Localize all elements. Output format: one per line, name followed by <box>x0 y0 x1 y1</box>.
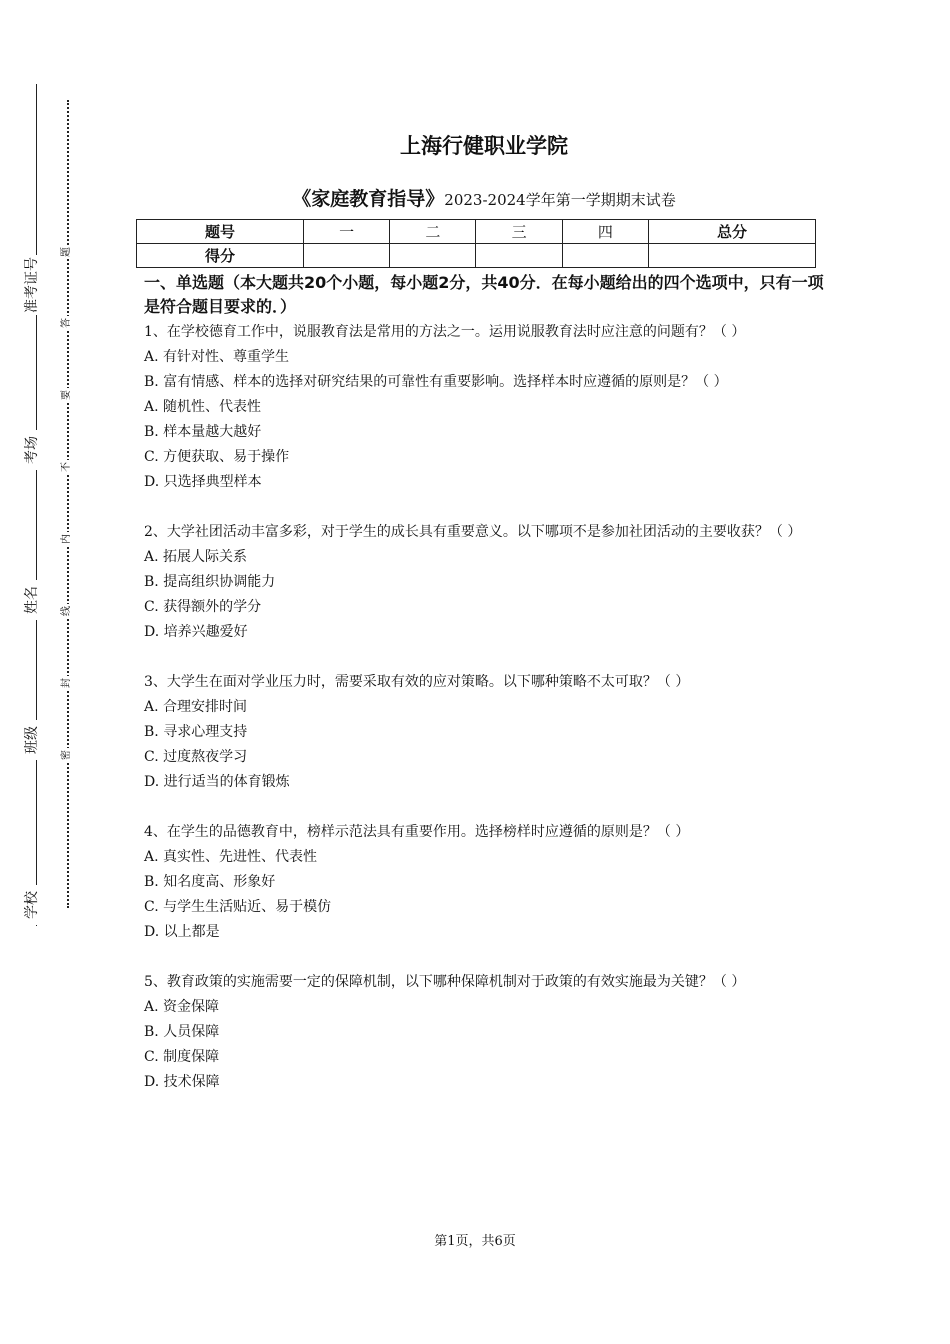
score-input-cell[interactable] <box>648 244 815 268</box>
binding-solid-line <box>36 84 37 926</box>
question-stem: 5、教育政策的实施需要一定的保障机制，以下哪种保障机制对于政策的有效实施最为关键？（ ） <box>144 974 746 990</box>
question-option[interactable]: C. 与学生生活贴近、易于模仿 <box>144 899 332 915</box>
score-cell: 总分 <box>648 220 815 244</box>
score-input-cell[interactable] <box>304 244 390 268</box>
question-option[interactable]: B. 提高组织协调能力 <box>144 574 276 590</box>
question-option[interactable]: D. 只选择典型样本 <box>144 474 262 490</box>
seal-char: 不 <box>61 462 72 472</box>
seal-char: 内 <box>61 534 72 544</box>
question-item <box>144 370 824 495</box>
score-cell: 题号 <box>137 220 304 244</box>
class-label: 班级 <box>22 720 42 760</box>
score-input-cell[interactable] <box>390 244 476 268</box>
question-option[interactable]: B. 人员保障 <box>144 1024 220 1040</box>
question-item <box>144 520 824 645</box>
score-input-cell[interactable] <box>562 244 648 268</box>
question-option[interactable]: A. 拓展人际关系 <box>144 549 248 565</box>
question-stem: 1、在学校德育工作中，说服教育法是常用的方法之一。运用说服教育法时应注意的问题有？（ ） <box>144 324 746 340</box>
exam-room-label: 考场 <box>22 430 42 470</box>
seal-char: 要 <box>61 390 72 400</box>
score-table <box>136 219 816 268</box>
seal-dotted-line <box>67 100 69 908</box>
question-item <box>144 320 824 370</box>
seal-char: 答 <box>61 318 72 328</box>
score-cell: 二 <box>390 220 476 244</box>
term-text: 2023-2024学年第一学期期末试卷 <box>444 191 676 209</box>
seal-char: 密 <box>61 750 72 760</box>
course-name: 《家庭教育指导》 <box>292 188 445 210</box>
question-option[interactable]: C. 过度熬夜学习 <box>144 749 248 765</box>
exam-id-label: 准考证号 <box>24 257 40 313</box>
question-option[interactable]: A. 真实性、先进性、代表性 <box>144 849 318 865</box>
seal-char: 题 <box>61 247 72 257</box>
score-input-cell[interactable] <box>476 244 562 268</box>
question-option[interactable]: C. 获得额外的学分 <box>144 599 262 615</box>
question-option[interactable]: D. 培养兴趣爱好 <box>144 624 248 640</box>
score-cell: 四 <box>562 220 648 244</box>
question-stem: 2、大学社团活动丰富多彩，对于学生的成长具有重要意义。以下哪项不是参加社团活动的主要收获？（ ） <box>144 524 802 540</box>
exam-title <box>144 184 824 211</box>
question-stem: B. 富有情感、样本的选择对研究结果的可靠性有重要影响。选择样本时应遵循的原则是？（ ） <box>144 374 728 390</box>
score-table-score-row <box>137 244 816 268</box>
question-option[interactable]: C. 制度保障 <box>144 1049 220 1065</box>
question-option[interactable]: B. 知名度高、形象好 <box>144 874 276 890</box>
question-option[interactable]: D. 以上都是 <box>144 924 220 940</box>
question-option[interactable]: D. 技术保障 <box>144 1074 220 1090</box>
score-cell: 三 <box>476 220 562 244</box>
binding-strip <box>0 0 100 1344</box>
question-option[interactable]: A. 随机性、代表性 <box>144 399 262 415</box>
seal-char: 线 <box>61 606 72 616</box>
question-item <box>144 670 824 795</box>
page-footer: 第1页，共6页 <box>434 1234 516 1249</box>
question-option[interactable]: A. 合理安排时间 <box>144 699 248 715</box>
exam-header <box>144 120 824 211</box>
question-option[interactable]: C. 方便获取、易于操作 <box>144 449 290 465</box>
school-name: 上海行健职业学院 <box>400 134 568 158</box>
score-table-header-row <box>137 220 816 244</box>
seal-char: 封 <box>61 678 72 688</box>
question-stem: 3、大学生在面对学业压力时，需要采取有效的应对策略。以下哪种策略不太可取？（ ） <box>144 674 690 690</box>
question-option[interactable]: A. 资金保障 <box>144 999 220 1015</box>
section-title: 一、单选题（本大题共20个小题，每小题2分，共40分．在每小题给出的四个选项中，只有一项是符合题目要求的．） <box>144 273 824 316</box>
question-item <box>144 820 824 945</box>
score-cell: 一 <box>304 220 390 244</box>
question-item <box>144 970 824 1095</box>
question-option[interactable]: A. 有针对性、尊重学生 <box>144 349 290 365</box>
question-option[interactable]: B. 样本量越大越好 <box>144 424 262 440</box>
school-label: 学校 <box>22 885 42 925</box>
name-label: 姓名 <box>22 580 42 620</box>
question-option[interactable]: B. 寻求心理支持 <box>144 724 248 740</box>
question-stem: 4、在学生的品德教育中，榜样示范法具有重要作用。选择榜样时应遵循的原则是？（ ） <box>144 824 690 840</box>
score-cell: 得分 <box>137 244 304 268</box>
question-option[interactable]: D. 进行适当的体育锻炼 <box>144 774 290 790</box>
question-list <box>144 320 824 1095</box>
